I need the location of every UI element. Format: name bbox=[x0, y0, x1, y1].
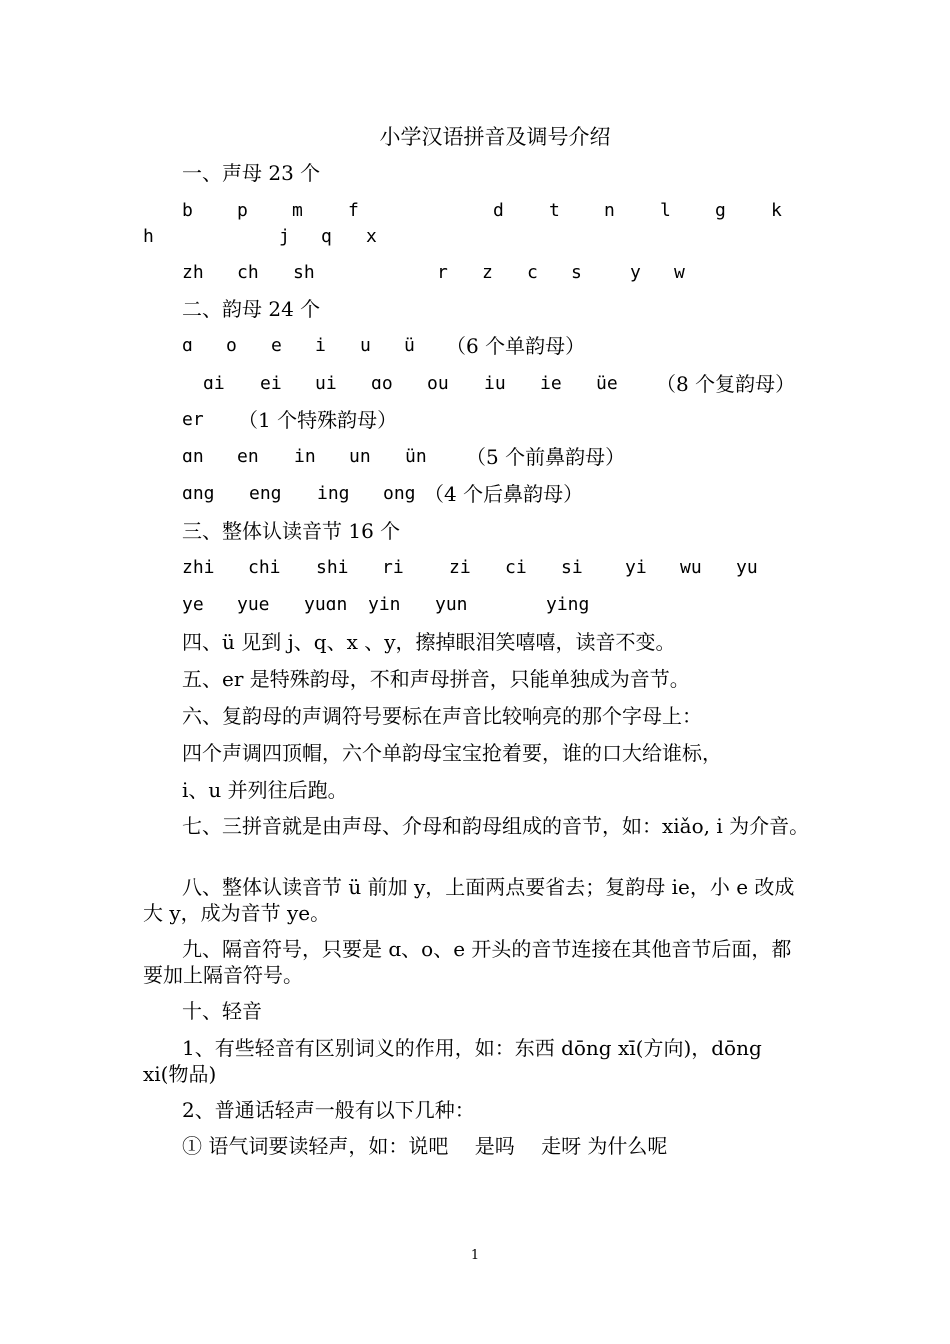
single-final-item: o bbox=[226, 335, 237, 356]
whole-syllable-item: ye bbox=[182, 594, 204, 615]
back-nasal-final-item: ong bbox=[383, 483, 416, 504]
initial-item: g bbox=[715, 200, 726, 221]
initial-item: k bbox=[771, 200, 782, 221]
whole-syllable-item: yuɑn bbox=[304, 594, 348, 615]
compound-final-item: ɑi bbox=[203, 373, 225, 394]
neutral-tone-point-2: 2、普通话轻声一般有以下几种： bbox=[182, 1098, 475, 1122]
initial-item: ch bbox=[237, 262, 259, 283]
back-nasal-final-item: eng bbox=[249, 483, 282, 504]
single-final-item: i bbox=[315, 335, 326, 356]
initial-item: w bbox=[674, 262, 685, 283]
whole-syllable-item: chi bbox=[248, 557, 281, 578]
whole-syllable-item: ci bbox=[505, 557, 527, 578]
front-nasal-final-item: un bbox=[349, 446, 371, 467]
special-final-note: （1 个特殊韵母） bbox=[238, 408, 398, 432]
whole-syllable-item: yi bbox=[625, 557, 647, 578]
neutral-tone-point-2-1: ① 语气词要读轻声，如：说吧 是吗 走呀 为什么呢 bbox=[182, 1134, 668, 1158]
initial-item: sh bbox=[293, 262, 315, 283]
initial-item: j bbox=[279, 226, 290, 247]
rule-seven: 七、三拼音就是由声母、介母和韵母组成的音节，如：xiǎo, i 为介音。 bbox=[182, 814, 810, 838]
single-final-item: e bbox=[271, 335, 282, 356]
initial-item: m bbox=[292, 200, 303, 221]
compound-final-item: üe bbox=[596, 373, 618, 394]
section-heading-initials: 一、声母 23 个 bbox=[182, 161, 321, 185]
section-heading-finals: 二、韵母 24 个 bbox=[182, 297, 321, 321]
rule-six-rhyme-line-2: i、u 并列往后跑。 bbox=[182, 778, 348, 802]
rule-nine: 九、隔音符号，只要是 ɑ、o、e 开头的音节连接在其他音节后面，都要加上隔音符号。 bbox=[143, 937, 792, 987]
page-number: 1 bbox=[470, 1248, 480, 1263]
initial-item: h bbox=[143, 226, 154, 247]
front-nasal-final-item: in bbox=[294, 446, 316, 467]
whole-syllable-item: si bbox=[561, 557, 583, 578]
whole-syllable-item: ying bbox=[546, 594, 590, 615]
initial-item: s bbox=[571, 262, 582, 283]
whole-syllable-item: yue bbox=[237, 594, 270, 615]
compound-final-item: ɑo bbox=[371, 373, 393, 394]
initial-item: l bbox=[660, 200, 671, 221]
rule-eight: 八、整体认读音节 ü 前加 y，上面两点要省去；复韵母 ie，小 e 改成大 y，成为音节 ye。 bbox=[143, 875, 795, 925]
whole-syllable-item: shi bbox=[316, 557, 349, 578]
initial-item: p bbox=[237, 200, 248, 221]
compound-final-item: ou bbox=[427, 373, 449, 394]
back-nasal-final-item: ing bbox=[317, 483, 350, 504]
single-final-item: ü bbox=[404, 335, 415, 356]
initial-item: f bbox=[348, 200, 359, 221]
initial-item: r bbox=[437, 262, 448, 283]
initial-item: zh bbox=[182, 262, 204, 283]
whole-syllable-item: wu bbox=[680, 557, 702, 578]
neutral-tone-point-1: 1、有些轻音有区别词义的作用，如：东西 dōng xī(方向)，dōng xi(物品) bbox=[143, 1036, 762, 1086]
compound-final-item: ei bbox=[260, 373, 282, 394]
initial-item: x bbox=[366, 226, 377, 247]
document-title: 小学汉语拼音及调号介绍 bbox=[379, 125, 611, 149]
rule-six: 六、复韵母的声调符号要标在声音比较响亮的那个字母上： bbox=[182, 704, 702, 728]
whole-syllable-item: zi bbox=[449, 557, 471, 578]
whole-syllable-item: ri bbox=[382, 557, 404, 578]
rule-four: 四、ü 见到 j、q、x 、y，擦掉眼泪笑嘻嘻，读音不变。 bbox=[182, 630, 676, 654]
section-heading-neutral-tone: 十、轻音 bbox=[182, 999, 262, 1023]
initial-item: y bbox=[630, 262, 641, 283]
back-nasal-final-item: ɑng bbox=[182, 483, 215, 504]
single-final-item: ɑ bbox=[182, 335, 193, 356]
initial-item: t bbox=[549, 200, 560, 221]
initial-item: n bbox=[604, 200, 615, 221]
whole-syllable-item: zhi bbox=[182, 557, 215, 578]
whole-syllable-item: yun bbox=[435, 594, 468, 615]
front-nasal-final-item: en bbox=[237, 446, 259, 467]
whole-syllable-item: yin bbox=[368, 594, 401, 615]
initial-item: c bbox=[527, 262, 538, 283]
compound-final-item: ui bbox=[315, 373, 337, 394]
initial-item: b bbox=[182, 200, 193, 221]
rule-six-rhyme-line-1: 四个声调四顶帽，六个单韵母宝宝抢着要，谁的口大给谁标， bbox=[182, 741, 722, 765]
single-final-item: u bbox=[360, 335, 371, 356]
back-nasal-final-note: （4 个后鼻韵母） bbox=[424, 482, 584, 506]
whole-syllable-item: yu bbox=[736, 557, 758, 578]
single-final-note: （6 个单韵母） bbox=[446, 334, 586, 358]
initial-item: q bbox=[321, 226, 332, 247]
front-nasal-final-item: ɑn bbox=[182, 446, 204, 467]
compound-final-item: ie bbox=[540, 373, 562, 394]
initial-item: d bbox=[493, 200, 504, 221]
special-final-item: er bbox=[182, 409, 204, 430]
front-nasal-final-note: （5 个前鼻韵母） bbox=[466, 445, 626, 469]
front-nasal-final-item: ün bbox=[405, 446, 427, 467]
initial-item: z bbox=[482, 262, 493, 283]
rule-five: 五、er 是特殊韵母，不和声母拼音，只能单独成为音节。 bbox=[182, 667, 690, 691]
compound-final-note: （8 个复韵母） bbox=[656, 372, 796, 396]
compound-final-item: iu bbox=[484, 373, 506, 394]
section-heading-whole-syllables: 三、整体认读音节 16 个 bbox=[182, 519, 401, 543]
